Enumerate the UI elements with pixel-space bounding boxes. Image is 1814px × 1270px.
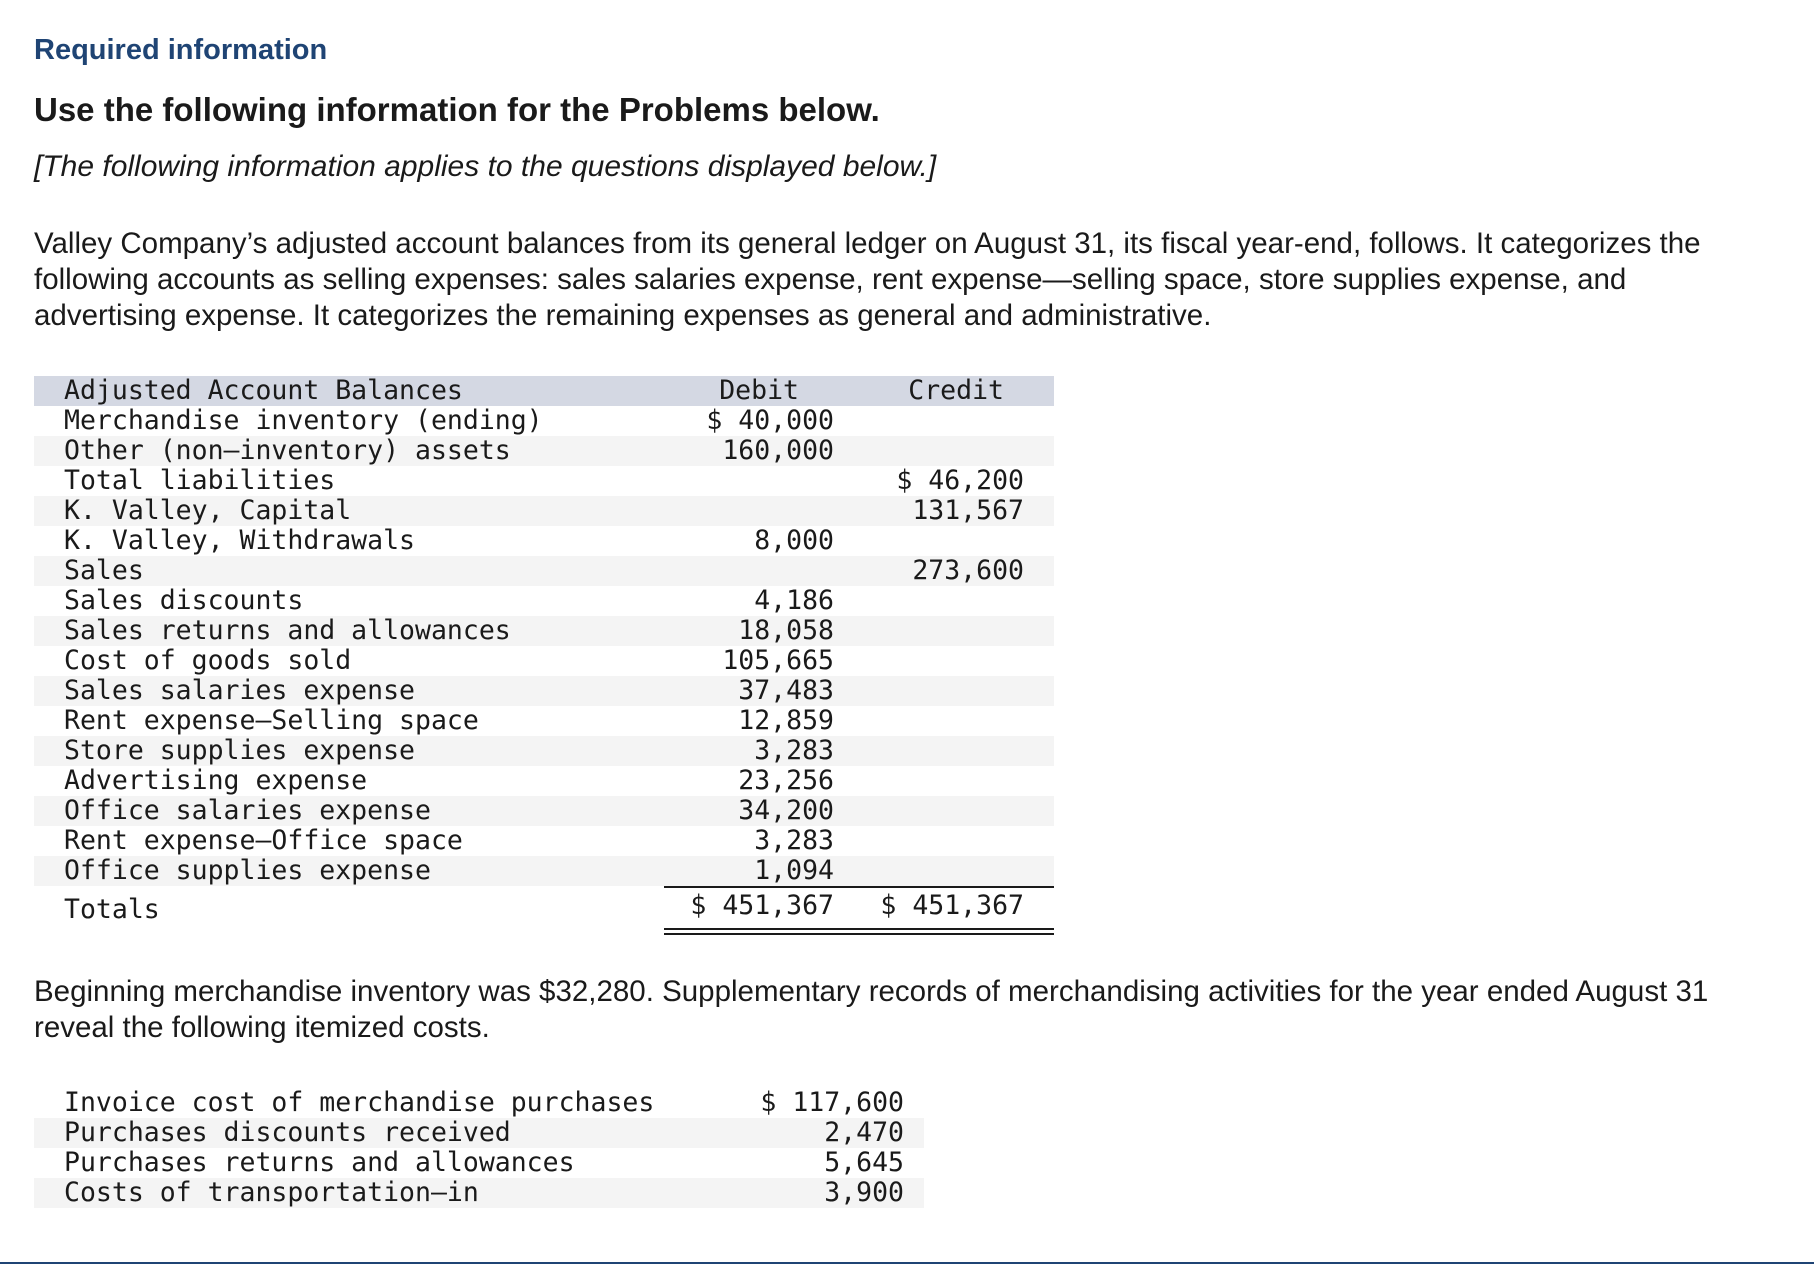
bottom-divider: [0, 1262, 1814, 1264]
table-row: [34, 526, 1054, 556]
credit-amount: 131,567: [912, 495, 1024, 526]
purchase-item-amount: 5,645: [824, 1147, 904, 1178]
account-label: Office supplies expense: [64, 855, 431, 886]
account-label: Total liabilities: [64, 465, 336, 496]
purchase-item-amount: 3,900: [824, 1177, 904, 1208]
totals-single-rule: [664, 886, 1054, 888]
debit-amount: 8,000: [754, 525, 834, 556]
second-paragraph: Beginning merchandise inventory was $32,280. Supplementary records of merchandising activities for the year ended August 31 reveal the following itemized costs.: [34, 975, 1709, 1044]
account-label: K. Valley, Capital: [64, 495, 352, 526]
debit-amount: 105,665: [722, 645, 834, 676]
debit-amount: 3,283: [754, 735, 834, 766]
table-row: [34, 406, 1054, 436]
debit-amount: 3,283: [754, 825, 834, 856]
table-row: [34, 826, 1054, 856]
totals-debit: $ 451,367: [690, 890, 834, 921]
header-credit-label: Credit: [908, 375, 1004, 406]
table-row: [34, 586, 1054, 616]
table-row: [34, 1178, 924, 1208]
header-account-label: Adjusted Account Balances: [64, 375, 463, 406]
table-row: [34, 736, 1054, 766]
account-label: Sales: [64, 555, 144, 586]
purchase-item-label: Purchases returns and allowances: [64, 1147, 575, 1178]
adjusted-balances-table: [34, 376, 1054, 886]
credit-amount: $ 46,200: [896, 465, 1024, 496]
table-row: [34, 1148, 924, 1178]
account-label: Cost of goods sold: [64, 645, 352, 676]
account-label: Store supplies expense: [64, 735, 415, 766]
table-row: [34, 466, 1054, 496]
account-label: Other (non–inventory) assets: [64, 435, 511, 466]
intro-paragraph: Valley Company’s adjusted account balances from its general ledger on August 31, its fiscal year-end, follows. It categorizes the following accounts as selling expenses: sales salaries expense, rent expense—selling space, store supplies expense, and advertising expense. It categorizes the remaining expenses as general and administrative.: [34, 227, 1701, 332]
required-information-title: Required information: [34, 34, 328, 66]
table-row: [34, 496, 1054, 526]
account-label: Sales returns and allowances: [64, 615, 511, 646]
problem-heading: Use the following information for the Problems below.: [34, 91, 880, 128]
table-header-row: [34, 376, 1054, 406]
debit-amount: 37,483: [738, 675, 834, 706]
table-row: [34, 796, 1054, 826]
purchase-item-amount: 2,470: [824, 1117, 904, 1148]
account-label: Sales salaries expense: [64, 675, 415, 706]
debit-amount: $ 40,000: [706, 405, 834, 436]
debit-amount: 160,000: [722, 435, 834, 466]
purchase-item-label: Costs of transportation–in: [64, 1177, 479, 1208]
debit-amount: 34,200: [738, 795, 834, 826]
debit-amount: 23,256: [738, 765, 834, 796]
table-row: [34, 436, 1054, 466]
totals-credit: $ 451,367: [880, 890, 1024, 921]
debit-amount: 18,058: [738, 615, 834, 646]
table-row: [34, 1088, 924, 1118]
table-row: [34, 616, 1054, 646]
debit-amount: 12,859: [738, 705, 834, 736]
table-row: [34, 856, 1054, 886]
table-row: [34, 646, 1054, 676]
totals-row: [34, 886, 1054, 934]
table-row: [34, 1118, 924, 1148]
header-debit-label: Debit: [719, 375, 799, 406]
account-label: Rent expense—Office space: [64, 825, 463, 856]
purchase-item-label: Purchases discounts received: [64, 1117, 511, 1148]
table-row: [34, 676, 1054, 706]
table-row: [34, 766, 1054, 796]
account-label: Advertising expense: [64, 765, 368, 796]
credit-amount: 273,600: [912, 555, 1024, 586]
purchases-table: [34, 1088, 924, 1208]
applies-note: [The following information applies to the questions displayed below.]: [34, 150, 937, 183]
table-row: [34, 556, 1054, 586]
purchase-item-label: Invoice cost of merchandise purchases: [64, 1087, 655, 1118]
account-label: K. Valley, Withdrawals: [64, 525, 415, 556]
debit-amount: 1,094: [754, 855, 834, 886]
account-label: Merchandise inventory (ending): [64, 405, 543, 436]
account-label: Rent expense—Selling space: [64, 705, 479, 736]
totals-double-rule: [664, 928, 1054, 935]
totals-label: Totals: [64, 894, 160, 925]
debit-amount: 4,186: [754, 585, 834, 616]
purchase-item-amount: $ 117,600: [760, 1087, 904, 1118]
table-row: [34, 706, 1054, 736]
account-label: Office salaries expense: [64, 795, 431, 826]
account-label: Sales discounts: [64, 585, 304, 616]
